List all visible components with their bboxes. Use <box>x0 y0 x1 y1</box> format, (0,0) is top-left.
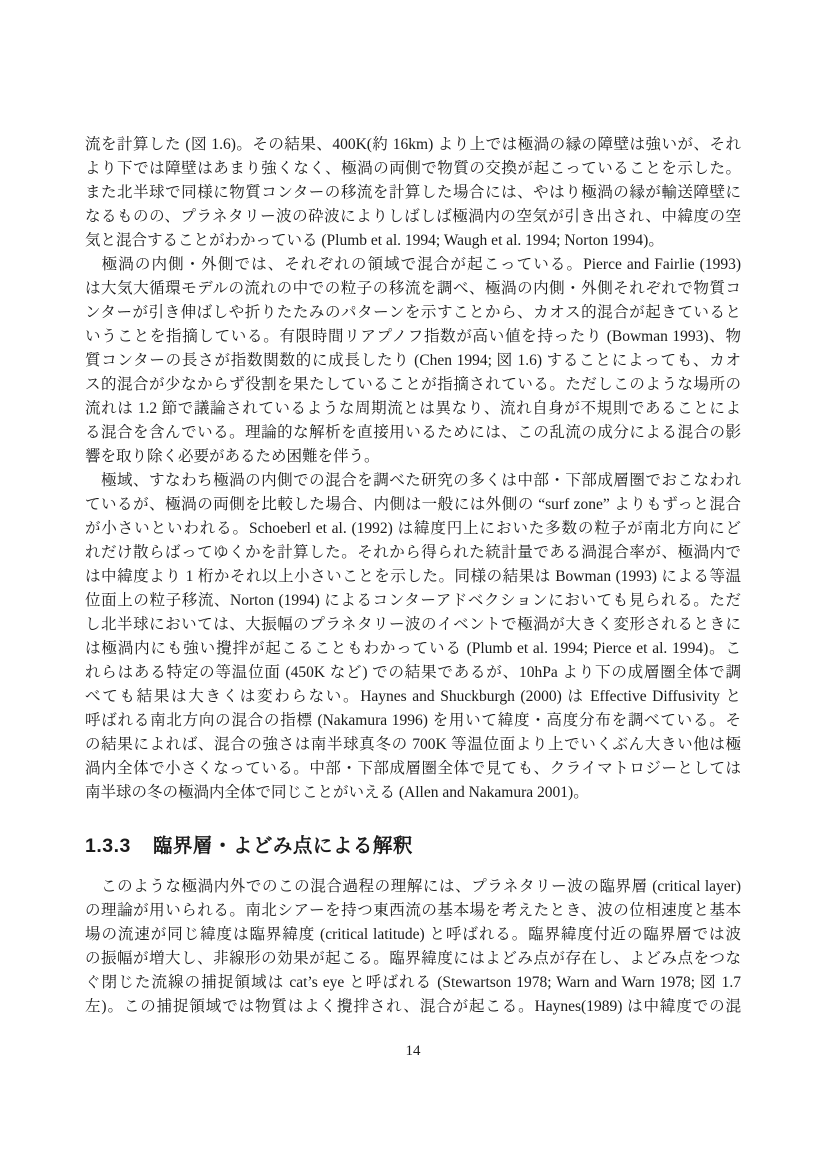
page-number: 14 <box>405 1043 421 1059</box>
text-line: の理論が用いられる。南北シアーを持つ東西流の基本場を考えたとき、波の位相速度と基本 <box>85 902 741 919</box>
text-line: ス的混合が少なからず役割を果たしていることが指摘されている。ただしこのような場所の <box>85 376 741 393</box>
text-line: 位面上の粒子移流、Norton (1994) によるコンターアドベクションにおいても見られる。ただ <box>85 592 741 609</box>
text-line: 流れは 1.2 節で議論されているような周期流とは異なり、流れ自身が不規則であることによ <box>85 400 741 417</box>
text-line: 左)。この捕捉領域では物質はよく攪拌され、混合が起こる。Haynes(1989) は中緯度での混 <box>85 998 741 1015</box>
text-line: なるものの、プラネタリー波の砕波によりしばしば極渦内の空気が引き出され、中緯度の空 <box>85 208 741 225</box>
text-line: 場の流速が同じ緯度は臨界緯度 (critical latitude) と呼ばれる。臨界緯度付近の臨界層では波 <box>85 926 741 943</box>
text-line: ンターが引き伸ばしや折りたたみのパターンを示すことから、カオス的混合が起きていると <box>85 304 741 321</box>
text-line: 極渦の内側・外側では、それぞれの領域で混合が起こっている。Pierce and Fairlie (1993) <box>85 256 741 273</box>
text-line: 渦内全体で小さくなっている。中部・下部成層圏全体で見ても、クライマトロジーとしては <box>85 760 741 777</box>
section-number: 1.3.3 <box>85 835 131 857</box>
text-line: 質コンターの長さが指数関数的に成長したり (Chen 1994; 図 1.6) することによっても、カオ <box>85 352 741 369</box>
text-line: が小さいといわれる。Schoeberl et al. (1992) は緯度円上においた多数の粒子が南北方向にど <box>85 520 741 537</box>
text-line: の振幅が増大し、非線形の効果が起こる。臨界緯度にはよどみ点が存在し、よどみ点をつな <box>85 950 741 967</box>
paragraph <box>85 875 741 1019</box>
paragraph <box>85 253 741 469</box>
text-line: ぐ閉じた流線の捕捉領域は cat’s eye と呼ばれる (Stewartson 1978; Warn and Warn 1978; 図 1.7 <box>85 974 741 991</box>
paragraph <box>85 133 741 253</box>
text-line: また北半球で同様に物質コンターの移流を計算した場合には、やはり極渦の縁が輸送障壁に <box>85 184 741 201</box>
text-line: は極渦内にも強い攪拌が起こることもわかっている (Plumb et al. 1994; Pierce et al. 1994)。こ <box>85 640 741 657</box>
text-line: 流を計算した (図 1.6)。その結果、400K(約 16km) より上では極渦の縁の障壁は強いが、それ <box>85 136 741 153</box>
text-line: れだけ散らばってゆくかを計算した。それから得られた統計量である渦混合率が、極渦内で <box>85 544 741 561</box>
text-line: れらはある特定の等温位面 (450K など) での結果であるが、10hPa より下の成層圏全体で調 <box>85 664 741 681</box>
text-line: 南半球の冬の極渦内全体で同じことがいえる (Allen and Nakamura 2001)。 <box>85 784 589 801</box>
text-line: し北半球においては、大振幅のプラネタリー波のイベントで極渦が大きく変形されるときに <box>85 616 741 633</box>
text-line: 響を取り除く必要があるため困難を伴う。 <box>85 448 380 465</box>
text-line: 極域、すなわち極渦の内側での混合を調べた研究の多くは中部・下部成層圏でおこなわれ <box>85 472 741 489</box>
text-line: ているが、極渦の両側を比較した場合、内側は一般には外側の “surf zone” よりもずっと混合 <box>85 496 741 513</box>
text-line: 呼ばれる南北方向の混合の指標 (Nakamura 1996) を用いて緯度・高度分布を調べている。そ <box>85 712 741 729</box>
paragraph <box>85 469 741 805</box>
text-line: べても結果は大きくは変わらない。Haynes and Shuckburgh (2000) は Effective Diffusivity と <box>85 688 741 705</box>
text-block <box>85 133 741 1019</box>
text-line: 気と混合することがわかっている (Plumb et al. 1994; Waugh et al. 1994; Norton 1994)。 <box>85 232 664 249</box>
text-line: は大気大循環モデルの流れの中での粒子の移流を調べ、極渦の内側・外側それぞれで物質コ <box>85 280 741 297</box>
text-line: の結果によれば、混合の強さは南半球真冬の 700K 等温位面より上でいくぶん大きい他は極 <box>85 736 741 753</box>
section-title: 臨界層・よどみ点による解釈 <box>152 835 413 857</box>
text-line: このような極渦内外でのこの混合過程の理解には、プラネタリー波の臨界層 (critical layer) <box>85 878 741 895</box>
text-line: は中緯度より 1 桁かそれ以上小さいことを示した。同様の結果は Bowman (1993) による等温 <box>85 568 741 585</box>
text-line: いうことを指摘している。有限時間リアプノフ指数が高い値を持ったり (Bowman 1993)、物 <box>85 328 741 345</box>
section-heading <box>85 833 741 859</box>
text-line: る混合を含んでいる。理論的な解析を直接用いるためには、この乱流の成分による混合の影 <box>85 424 741 441</box>
text-line: より下では障壁はあまり強くなく、極渦の両側で物質の交換が起こっていることを示した。 <box>85 160 741 177</box>
